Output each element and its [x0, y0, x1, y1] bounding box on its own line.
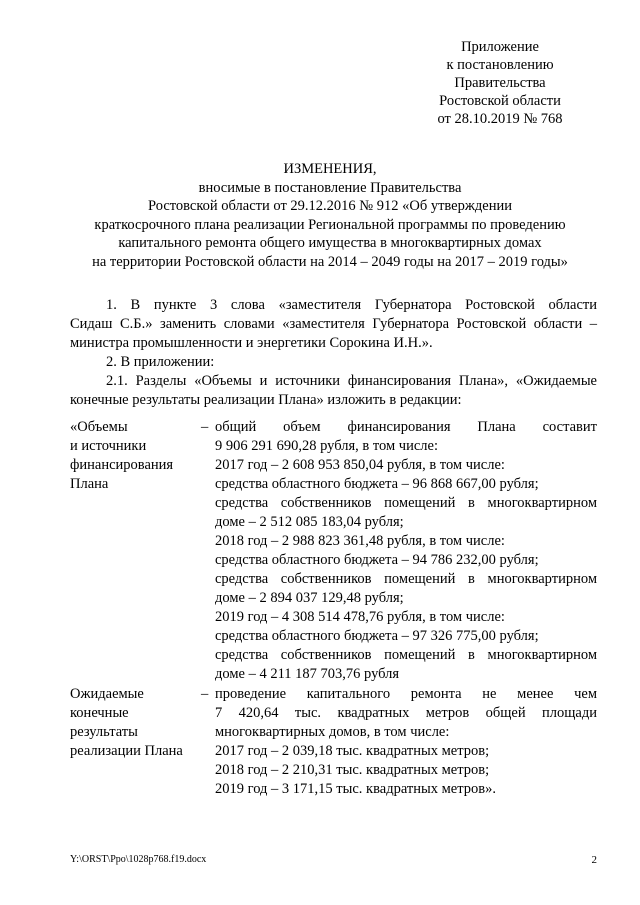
paragraph-1-line-2: Сидаш С.Б.» заменить словами «заместителя Губернатора Ростовской области – — [70, 316, 597, 332]
value-line: 7 420,64 тыс. квадратных метров общей площади — [215, 705, 597, 721]
document-body — [70, 296, 597, 410]
title-heading: ИЗМЕНЕНИЯ, — [283, 161, 377, 177]
value-line: средства областного бюджета – 96 868 667,00 рубля; — [215, 476, 539, 492]
title-line: краткосрочного плана реализации Региональной программы по проведению — [94, 216, 566, 233]
paragraph-2: 2. В приложении: — [106, 354, 215, 370]
row-value — [215, 418, 597, 684]
value-line: средства областного бюджета – 97 326 775,00 рубля; — [215, 628, 539, 644]
value-line: доме – 2 512 085 183,04 рубля; — [215, 514, 404, 530]
value-line: средства собственников помещений в многоквартирном — [215, 495, 597, 511]
label-line: «Объемы — [70, 419, 128, 435]
paragraph-1-line-3: министра промышленности и энергетики Сорокина И.Н.». — [70, 335, 433, 351]
row-dash: – — [201, 686, 209, 702]
label-line: конечные — [70, 705, 129, 721]
value-line: средства областного бюджета – 94 786 232,00 рубля; — [215, 552, 539, 568]
value-line: 2017 год – 2 608 953 850,04 рубля, в том числе: — [215, 457, 505, 473]
value-line: средства собственников помещений в многоквартирном — [215, 647, 597, 663]
label-line: Ожидаемые — [70, 686, 144, 702]
value-line: многоквартирных домов, в том числе: — [215, 724, 450, 740]
row-label — [70, 685, 201, 799]
value-line: 9 906 291 690,28 рубля, в том числе: — [215, 438, 438, 454]
row-dash: – — [201, 419, 209, 435]
value-line: средства собственников помещений в многоквартирном — [215, 571, 597, 587]
table-row-financing — [70, 418, 597, 684]
page-number: 2 — [591, 854, 597, 866]
appendix-line: к постановлению — [446, 57, 554, 73]
paragraph-2-1-line-2: конечные результаты реализации Плана» изложить в редакции: — [70, 392, 462, 408]
plan-sections-table — [70, 418, 597, 799]
appendix-line: Ростовской области — [439, 93, 561, 109]
value-line: 2019 год – 3 171,15 тыс. квадратных метров». — [215, 781, 496, 797]
value-line: 2018 год – 2 988 823 361,48 рубля, в том числе: — [215, 533, 505, 549]
value-line: общий объем финансирования Плана составит — [215, 419, 597, 435]
label-line: финансирования — [70, 457, 174, 473]
row-label — [70, 418, 201, 684]
document-title — [60, 160, 600, 272]
appendix-line: Правительства — [454, 75, 546, 91]
value-line: проведение капитального ремонта не менее чем — [215, 686, 597, 702]
label-line: и источники — [70, 438, 147, 454]
appendix-block — [400, 38, 600, 128]
value-line: 2019 год – 4 308 514 478,76 рубля, в том числе: — [215, 609, 505, 625]
title-line: Ростовской области от 29.12.2016 № 912 «Об утверждении — [148, 198, 512, 215]
title-line: капитального ремонта общего имущества в многоквартирных домах — [118, 235, 542, 252]
title-line: вносимые в постановление Правительства — [198, 179, 462, 196]
label-line: результаты — [70, 724, 138, 740]
value-line: 2018 год – 2 210,31 тыс. квадратных метров; — [215, 762, 490, 778]
appendix-line: от 28.10.2019 № 768 — [437, 111, 563, 127]
value-line: доме – 4 211 187 703,76 рубля — [215, 666, 400, 682]
table-row-results — [70, 685, 597, 799]
appendix-line: Приложение — [461, 39, 539, 55]
paragraph-2-1-line-1: 2.1. Разделы «Объемы и источники финансирования Плана», «Ожидаемые — [106, 373, 597, 389]
value-line: доме – 2 894 037 129,48 рубля; — [215, 590, 404, 606]
title-line: на территории Ростовской области на 2014 – 2049 годы на 2017 – 2019 годы» — [92, 253, 568, 270]
label-line: Плана — [70, 476, 109, 492]
label-line: реализации Плана — [70, 743, 183, 759]
row-value — [215, 685, 597, 799]
value-line: 2017 год – 2 039,18 тыс. квадратных метров; — [215, 743, 490, 759]
file-path: Y:\ORST\Ppo\1028p768.f19.docx — [70, 854, 207, 865]
paragraph-1-line-1: 1. В пункте 3 слова «заместителя Губернатора Ростовской области — [106, 297, 597, 313]
